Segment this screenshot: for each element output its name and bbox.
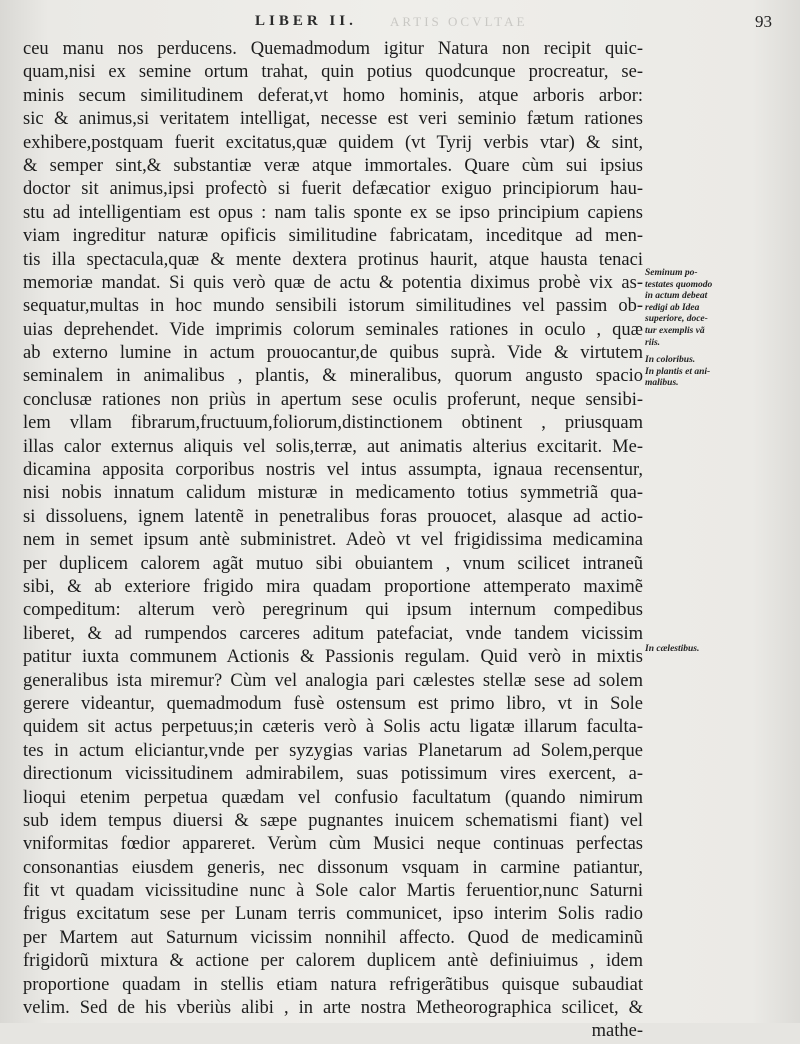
text-line: gerere videantur, quemadmodum fusè ostensum est primo libro, vt in Sole [23,693,643,714]
text-line: generalibus ista miremur? Cùm vel analogia pari cælestes stellæ sese ad solem [23,670,643,691]
text-line: liberet, & ad rumpendos carceres aditum patefaciat, vnde tandem vicissim [23,623,643,644]
text-line: consonantias eiusdem generis, nec dissonum vsquam in carmine patiantur, [23,857,643,878]
text-line: memoriæ mandat. Si quis verò quæ de actu & potentia diximus probè vix as- [23,272,643,293]
margin-note-line: in actum debeat [645,291,708,302]
bleed-through-text: ARTIS OCVLTAE [390,14,528,29]
margin-note-caelestibus: In cælestibus. [645,644,700,654]
text-line: fit vt quadam vicissitudine nunc à Sole calor Martis feruentior,nunc Saturni [23,881,643,902]
text-line: ceu manu nos perducens. Quemadmodum igitur Natura non recipit quic- [23,39,643,59]
text-line: velim. Sed de his vberiùs alibi , in arte nostra Metheorographica scilicet, & [23,998,643,1019]
text-line: & semper sint,& substantiæ veræ atque immortales. Quare cùm sui ipsius [23,155,643,176]
text-line: patitur iuxta communem Actionis & Passionis regulam. Quid verò in mixtis [23,647,643,668]
text-line: per Martem aut Saturnum vicissim nonnihil affecto. Quod de medicaminũ [23,927,643,948]
margin-note-line: testates quomodo [645,279,713,290]
text-line: lem vllam fibrarum,fructuum,foliorum,distinctionem obtinent , priusquam [23,413,643,434]
text-line: proportione quadam in stellis etiam natura refrigerãtibus quisque subaudiat [23,974,643,995]
text-line: tes in actum eliciantur,vnde per syzygias varias Planetarum ad Solem,perque [23,740,643,761]
text-line: compeditum: alterum verò peregrinum qui ipsum internum compedibus [23,600,643,621]
text-line: quam,nisi ex semine ortum trahat, quin potius quodcunque procreatur, se- [23,62,643,83]
text-line: conclusæ rationes non priùs in apertum sese oculis proferunt, neque sensibi- [23,389,643,410]
margin-note-line: In plantis et ani- [645,366,711,377]
text-line: stu ad intelligentiam est opus : nam talis sponte ex se ipso principium capiens [23,202,643,223]
text-line: mathe- [591,1021,643,1042]
text-line: si dissoluens, ignem latentẽ in penetralibus foras prouocet, alasque ad actio- [23,506,643,527]
text-line: minis secum similitudinem deferat,vt homo hominis, atque arboris arbor: [23,85,643,106]
text-line: ab externo lumine in actum prouocantur,de quibus suprà. Vide & virtutem [23,343,643,364]
text-line: directionum vicissitudinem admirabilem, suas potissimum vires exercent, a- [23,764,643,785]
margin-note-line: superiore, doce- [645,314,708,325]
text-line: nem in semet ipsum antè subministret. Adeò vt vel frigidissima medicamina [23,530,643,551]
text-line: seminalem in animalibus , plantis, & mineralibus, quorum angusto spacio [23,366,643,387]
body-text [23,38,643,1044]
text-line: per duplicem calorem agãt mutuo sibi obuiantem , vnum scilicet intraneũ [23,553,643,574]
margin-note-seminum [645,268,745,349]
text-line: illas calor externus aliquis vel solis,terræ, aut animatis alterius excitarit. Me- [23,436,643,457]
margin-note-plantis [645,355,745,390]
margin-note-line: malibus. [645,378,679,389]
text-line: sub idem tempus diuersi & sæpe pugnantes inuicem schematismi fiant) vel [23,810,643,831]
margin-note-line: redigi ab Idea [645,302,700,313]
text-line: sic & animus,si veritatem intelligat, necesse est veri seminio fætum rationes [23,109,643,130]
text-line: dicamina apposita corporibus nostris vel intus assumpta, ignaua recensentur, [23,460,643,481]
margin-note-line: Seminum po- [645,268,698,278]
margin-note-line: riis. [645,337,661,348]
running-title: LIBER II. [255,13,357,29]
text-line: sibi, & ab exteriore frigido mira quadam proportione attemperato maximẽ [23,576,643,597]
text-line: vniformitas fœdior appareret. Verùm cùm Musici neque continuas perfectas [23,834,643,855]
text-line: frigus excitatum sese per Lunam terris communicet, ipso interim Solis radio [23,904,643,925]
margin-note-line: In coloribus. [645,355,696,366]
page-header [0,13,800,35]
text-line: exhibere,postquam fuerit excitatus,quæ quidem (vt Tyrij verbis vtar) & sint, [23,132,643,153]
text-line: nisi nobis innatum calidum misturæ in medicamento totius symmetriã qua- [23,483,643,504]
text-line: quidem sit actus perpetuus;in cæteris verò à Solis actu ligatæ illarum faculta- [23,717,643,738]
page-number: 93 [755,12,772,31]
text-line: sequatur,multas in hoc mundo sensibili istorum similitudines vel passim ob- [23,296,643,317]
margin-note-line: tur exemplis vã [645,325,705,336]
text-line: tis illa spectacula,quæ & mente dextera protinus haurit, atque hausta tenaci [23,249,643,270]
margin-notes [645,268,745,654]
text-line: doctor sit animus,ipsi profectò si fuerit defæcatior exiguo principiorum hau- [23,179,643,200]
text-line: viam ingreditur naturæ opificis similitudine fabricatam, inceditque ad men- [23,226,643,247]
text-line: uias deprehendet. Vide imprimis colorum seminales rationes in oculo , quæ [23,319,643,340]
text-line: frigidorũ mixtura & actione per calorem duplicem antè definiuimus , idem [23,951,643,972]
text-line: lioqui etenim perpetua quædam vel confusio facultatum (quando nimirum [23,787,643,808]
